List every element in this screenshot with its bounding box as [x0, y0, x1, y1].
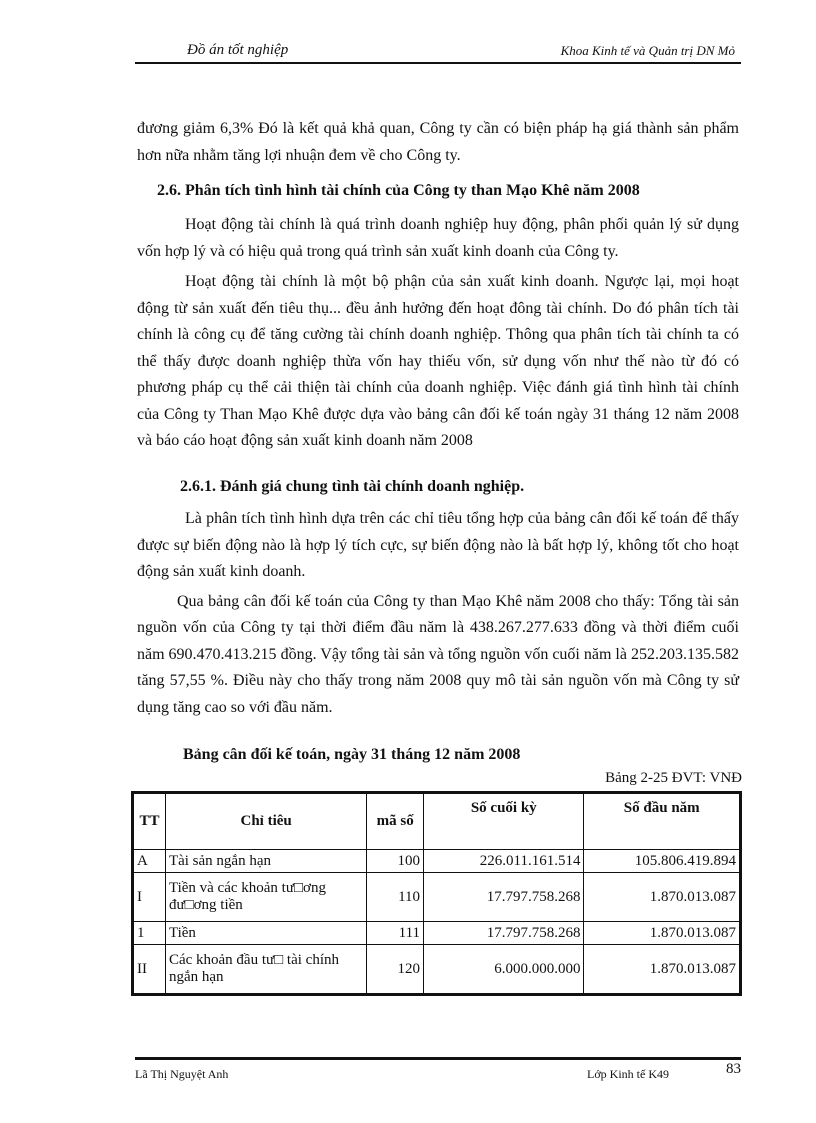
footer-author: Lã Thị Nguyệt Anh	[135, 1067, 229, 1081]
paragraph-intro	[137, 116, 739, 169]
section-body	[137, 212, 739, 455]
cell-chitieu: Tiền	[165, 922, 366, 945]
balance-sheet-table	[131, 791, 742, 996]
paragraph-text: Qua bảng cân đối kế toán của Công ty than Mạo Khê năm 2008 cho thấy: Tổng tài sản nguồn vốn của Công ty tại thời điểm đầu năm là 438.267.277.633 đồng và thời điểm cuối năm 690.470.413.215 đồng. Vậy tổng tài sản và tổng nguồn vốn cuối năm là 252.203.135.582 tăng 57,55 %. Điều này cho thấy trong năm 2008 quy mô tài sản nguồn vốn mà Công ty sử dụng tăng cao so với đầu năm.	[137, 592, 739, 716]
header-chitieu: Chỉ tiêu	[165, 793, 366, 850]
cell-daunam: 1.870.013.087	[584, 922, 741, 945]
cell-daunam: 1.870.013.087	[584, 873, 741, 922]
table-row	[133, 922, 741, 945]
cell-maso: 110	[367, 873, 424, 922]
paragraph-text: Là phân tích tình hình dựa trên các chỉ tiêu tổng hợp của bảng cân đối kế toán để thấy được sự biến động nào là hợp lý tích cực, sự biến động nào là bất hợp lý, không tốt cho hoạt động sản xuất kinh doanh.	[137, 510, 739, 580]
footer-rule	[135, 1057, 741, 1060]
subsection-body	[137, 506, 739, 721]
cell-chitieu: Tiền và các khoản tư□ơng đư□ơng tiền	[165, 873, 366, 922]
section-heading-2-6-1: 2.6.1. Đánh giá chung tình tài chính doanh nghiệp.	[180, 478, 525, 495]
footer-class: Lớp Kinh tế K49	[587, 1067, 670, 1081]
header-tt: TT	[133, 793, 166, 850]
table-row	[133, 945, 741, 995]
header-faculty: Khoa Kinh tế và Quản trị DN Mỏ	[560, 43, 735, 58]
cell-daunam: 1.870.013.087	[584, 945, 741, 995]
cell-tt: A	[133, 850, 166, 873]
page-number: 83	[726, 1061, 741, 1077]
cell-maso: 111	[367, 922, 424, 945]
cell-maso: 120	[367, 945, 424, 995]
paragraph-text: Hoạt động tài chính là quá trình doanh nghiệp huy động, phân phối quản lý sử dụng vốn hợp lý và có hiệu quả trong quá trình sản xuất kinh doanh của Công ty.	[137, 216, 739, 260]
cell-tt: 1	[133, 922, 166, 945]
table-caption: Bảng cân đối kế toán, ngày 31 tháng 12 năm 2008	[183, 746, 521, 763]
page-footer	[135, 1057, 741, 1087]
header-title: Đồ án tốt nghiệp	[187, 42, 289, 58]
cell-daunam: 105.806.419.894	[584, 850, 741, 873]
cell-tt: II	[133, 945, 166, 995]
table-row	[133, 850, 741, 873]
cell-cuoiky: 17.797.758.268	[424, 922, 584, 945]
paragraph-text: đương giảm 6,3% Đó là kết quả khả quan, Công ty cần có biện pháp hạ giá thành sản phẩm hơn nữa nhằm tăng lợi nhuận đem về cho Công ty.	[137, 120, 739, 164]
paragraph-text: Hoạt động tài chính là một bộ phận của sản xuất kinh doanh. Ngược lại, mọi hoạt động từ sản xuất đến tiêu thụ... đều ảnh hưởng đến hoạt đông tài chính. Do đó phân tích tài chính là công cụ để tăng cường tài chính doanh nghiệp. Thông qua phân tích tài chính ta có thể thấy được doanh nghiệp thừa vốn hay thiếu vốn, sử dụng vốn như thế nào từ đó có phương pháp cụ thể cải thiện tài chính của doanh nghiệp. Việc đánh giá tình hình tài chính của Công ty Than Mạo Khê được dựa vào bảng cân đối kế toán ngày 31 tháng 12 năm 2008 và báo cáo hoạt động sản xuất kinh doanh năm 2008	[137, 273, 739, 449]
table-header-row	[133, 793, 741, 850]
cell-tt: I	[133, 873, 166, 922]
cell-cuoiky: 6.000.000.000	[424, 945, 584, 995]
header-daunam: Số đầu năm	[584, 793, 741, 850]
cell-chitieu: Các khoản đầu tư□ tài chính ngắn hạn	[165, 945, 366, 995]
table-row	[133, 873, 741, 922]
header-maso: mã số	[367, 793, 424, 850]
table-unit: Bảng 2-25 ĐVT: VNĐ	[605, 770, 742, 786]
cell-chitieu: Tài sản ngắn hạn	[165, 850, 366, 873]
page-header	[135, 40, 741, 64]
section-heading-2-6: 2.6. Phân tích tình hình tài chính của Công ty than Mạo Khê năm 2008	[157, 182, 640, 199]
cell-cuoiky: 17.797.758.268	[424, 873, 584, 922]
cell-maso: 100	[367, 850, 424, 873]
header-cuoiky: Số cuối kỳ	[424, 793, 584, 850]
header-rule	[135, 62, 741, 64]
cell-cuoiky: 226.011.161.514	[424, 850, 584, 873]
